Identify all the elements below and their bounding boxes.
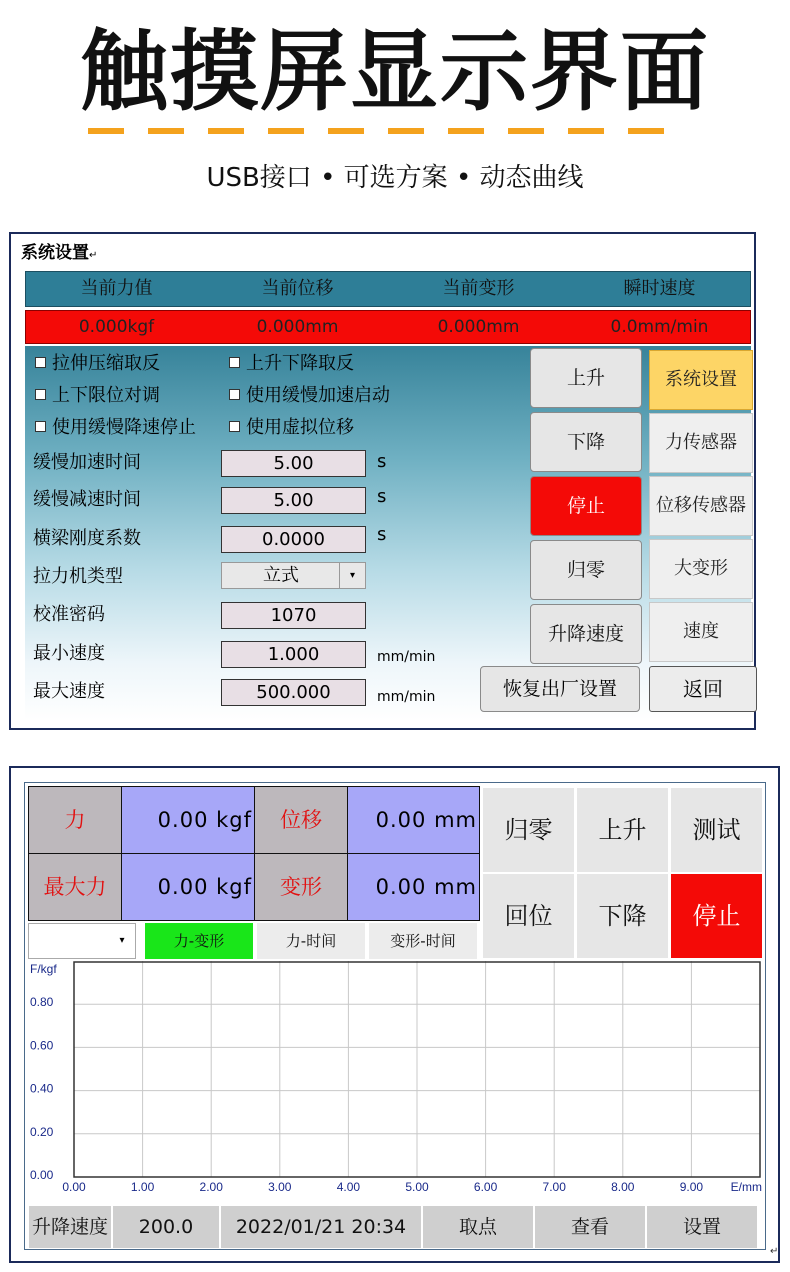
y-axis-label: F/kgf: [30, 962, 57, 976]
status-header-row: [25, 271, 751, 307]
test-screen-frame: [24, 782, 766, 1250]
readout-label-displacement: 位移: [254, 786, 348, 854]
label-beam-stiffness: 横梁刚度系数: [33, 528, 141, 549]
unit-min-speed: mm/min: [377, 649, 436, 665]
zero-button[interactable]: 归零: [482, 787, 575, 873]
x-tick-label: 4.00: [336, 1180, 361, 1194]
chevron-down-icon[interactable]: ▾: [339, 563, 365, 588]
tab-force-deformation[interactable]: 力-变形: [145, 923, 253, 959]
bottom-status-bar: [28, 1205, 764, 1249]
input-calibration-password[interactable]: 1070: [221, 602, 366, 629]
checkbox-swap-limits[interactable]: [35, 384, 160, 408]
status-value-row: [25, 310, 751, 344]
x-tick-label: 5.00: [405, 1180, 429, 1194]
checkbox-label: 使用缓慢加速启动: [246, 385, 390, 406]
tab-large-deformation[interactable]: 大变形: [649, 539, 753, 599]
unit-beam-stiffness: s: [377, 524, 387, 545]
checkbox-invert-up-down[interactable]: [229, 352, 354, 376]
zero-button[interactable]: 归零: [530, 540, 642, 600]
force-deformation-chart: [28, 961, 764, 1201]
tab-system-settings[interactable]: 系统设置: [649, 350, 753, 410]
tab-force-time[interactable]: 力-时间: [257, 923, 365, 959]
lift-speed-label: 升降速度: [28, 1205, 112, 1249]
select-machine-type-value: 立式: [263, 565, 299, 586]
label-slow-decel-time: 缓慢减速时间: [33, 489, 141, 510]
header-current-force: 当前力值: [80, 278, 153, 299]
test-screen: [9, 766, 780, 1263]
y-tick-label: 0.20: [30, 1124, 54, 1139]
y-tick-label: 0.00: [30, 1168, 54, 1182]
tab-deformation-time[interactable]: 变形-时间: [369, 923, 477, 959]
settings-body: [25, 346, 751, 720]
readout-label-max-force: 最大力: [28, 853, 122, 921]
label-slow-accel-time: 缓慢加速时间: [33, 452, 141, 473]
tab-displacement-sensor[interactable]: 位移传感器: [649, 476, 753, 536]
unit-slow-decel-time: s: [377, 486, 387, 507]
x-tick-label: 6.00: [473, 1180, 498, 1194]
x-tick-label: 2.00: [199, 1180, 223, 1194]
return-mark-icon: ↵: [770, 1246, 779, 1257]
stop-button[interactable]: 停止: [670, 873, 763, 959]
input-max-speed[interactable]: 500.000: [221, 679, 366, 706]
label-max-speed: 最大速度: [33, 681, 105, 702]
chart-background: [28, 961, 764, 1201]
restore-factory-settings-button[interactable]: 恢复出厂设置: [480, 666, 640, 712]
unit-max-speed: mm/min: [377, 689, 436, 705]
x-tick-label: 9.00: [679, 1180, 704, 1194]
view-button[interactable]: 查看: [534, 1205, 646, 1249]
readout-label-force: 力: [28, 786, 122, 854]
readout-value-force: 0.00 kgf: [121, 786, 255, 854]
label-machine-type: 拉力机类型: [33, 566, 123, 587]
checkbox-label: 拉伸压缩取反: [52, 353, 160, 374]
x-tick-label: 1.00: [130, 1180, 155, 1194]
label-min-speed: 最小速度: [33, 643, 105, 664]
x-tick-label: 0.00: [62, 1180, 86, 1194]
readout-value-displacement: 0.00 mm: [347, 786, 480, 854]
checkbox-box[interactable]: [229, 389, 240, 400]
lower-button[interactable]: 下降: [530, 412, 642, 472]
curve-select-dropdown[interactable]: [28, 923, 136, 959]
return-position-button[interactable]: 回位: [482, 873, 575, 959]
checkbox-box[interactable]: [229, 421, 240, 432]
page-subtitle: USB接口 • 可选方案 • 动态曲线: [206, 163, 584, 193]
value-current-displacement: 0.000mm: [256, 317, 339, 337]
checkbox-slow-decel-stop[interactable]: [35, 416, 196, 440]
value-current-force: 0.000kgf: [78, 317, 155, 337]
checkbox-slow-accel-start[interactable]: [229, 384, 390, 408]
input-min-speed[interactable]: 1.000: [221, 641, 366, 668]
value-current-deformation: 0.000mm: [437, 317, 520, 337]
checkbox-virtual-displacement[interactable]: [229, 416, 354, 440]
checkbox-invert-tension-compression[interactable]: [35, 352, 160, 376]
checkbox-box[interactable]: [35, 357, 46, 368]
lift-speed-button[interactable]: 升降速度: [530, 604, 642, 664]
datetime-display: 2022/01/21 20:34: [220, 1205, 422, 1249]
checkbox-box[interactable]: [35, 421, 46, 432]
pick-point-button[interactable]: 取点: [422, 1205, 534, 1249]
page-title: 触摸屏显示界面: [79, 20, 710, 123]
checkbox-box[interactable]: [35, 389, 46, 400]
value-instant-speed: 0.0mm/min: [610, 317, 709, 337]
select-machine-type[interactable]: [221, 562, 366, 589]
input-beam-stiffness[interactable]: 0.0000: [221, 526, 366, 553]
screen-title: [21, 238, 97, 263]
test-button[interactable]: 测试: [670, 787, 763, 873]
system-settings-screen: [9, 232, 756, 730]
chevron-down-icon[interactable]: ▾: [119, 935, 125, 946]
settings-button[interactable]: 设置: [646, 1205, 758, 1249]
label-calibration-password: 校准密码: [33, 604, 105, 625]
checkbox-box[interactable]: [229, 357, 240, 368]
header-current-deformation: 当前变形: [442, 278, 515, 299]
header-current-displacement: 当前位移: [261, 278, 334, 299]
readout-label-deformation: 变形: [254, 853, 348, 921]
checkbox-label: 使用虚拟位移: [246, 417, 354, 438]
raise-button[interactable]: 上升: [576, 787, 669, 873]
stop-button[interactable]: 停止: [530, 476, 642, 536]
x-tick-label: 3.00: [268, 1180, 292, 1194]
lower-button[interactable]: 下降: [576, 873, 669, 959]
decorative-dash-divider: [88, 128, 664, 134]
checkbox-label: 使用缓慢降速停止: [52, 417, 196, 438]
screen-title-text: 系统设置: [21, 243, 89, 263]
checkbox-label: 上升下降取反: [246, 353, 354, 374]
readout-value-max-force: 0.00 kgf: [121, 853, 255, 921]
unit-slow-accel-time: s: [377, 451, 387, 472]
input-slow-decel-time[interactable]: 5.00: [221, 487, 366, 514]
x-tick-label: 8.00: [611, 1180, 635, 1194]
y-tick-label: 0.60: [30, 1038, 54, 1053]
input-slow-accel-time[interactable]: 5.00: [221, 450, 366, 477]
y-tick-label: 0.40: [30, 1081, 54, 1096]
x-axis-label: E/mm: [730, 1180, 762, 1194]
x-tick-label: 7.00: [542, 1180, 566, 1194]
y-tick-label: 0.80: [30, 995, 54, 1010]
readout-value-deformation: 0.00 mm: [347, 853, 480, 921]
tab-speed[interactable]: 速度: [649, 602, 753, 662]
back-button[interactable]: 返回: [649, 666, 757, 712]
checkbox-label: 上下限位对调: [52, 385, 160, 406]
lift-speed-value[interactable]: 200.0: [112, 1205, 220, 1249]
return-mark-icon: ↵: [89, 250, 98, 261]
raise-button[interactable]: 上升: [530, 348, 642, 408]
header-instant-speed: 瞬时速度: [623, 278, 696, 299]
tab-force-sensor[interactable]: 力传感器: [649, 413, 753, 473]
